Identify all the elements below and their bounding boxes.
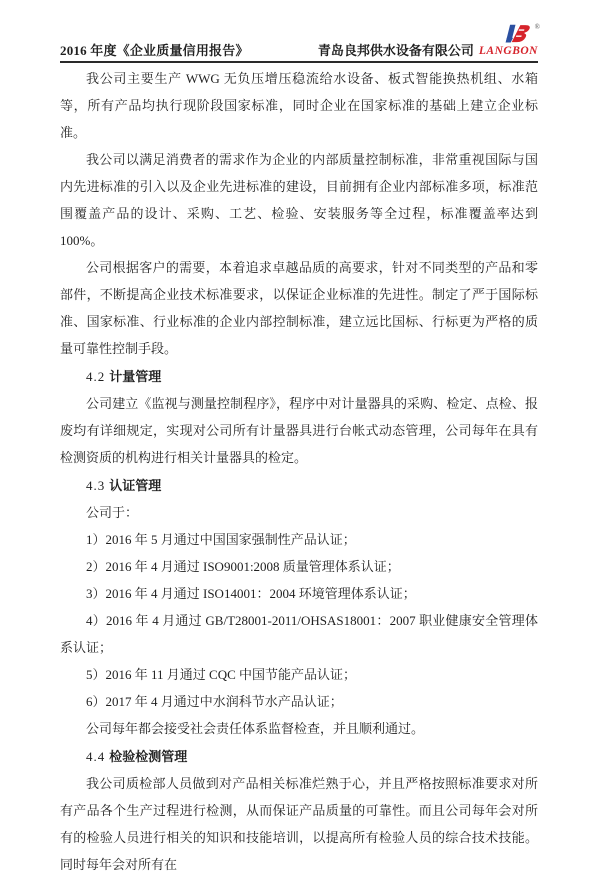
langbon-wordmark: LANGBON xyxy=(478,45,538,57)
page-header xyxy=(60,23,540,63)
report-title: 2016 年度《企业质量信用报告》 xyxy=(60,43,249,58)
intro-paragraph-3: 公司根据客户的需要，本着追求卓越品质的高要求，针对不同类型的产品和零部件，不断提高企业技术标准要求，以保证企业标准的先进性。制定了严于国际标准、国家标准、行业标准的企业内部控制标准，建立远比国标、行标更为严格的质量可靠性控制手段。 xyxy=(60,260,538,356)
certification-item-5: 5）2016 年 11 月通过 CQC 中国节能产品认证； xyxy=(86,667,356,682)
certification-item-4: 4）2016 年 4 月通过 GB/T28001-2011/OHSAS18001：2007 职业健康安全管理体系认证； xyxy=(60,613,538,655)
metrology-paragraph: 公司建立《监视与测量控制程序》，程序中对计量器具的采购、检定、点检、报废均有详细规定，实现对公司所有计量器具进行台帐式动态管理，公司每年在具有检测资质的机构进行相关计量器具的检定。 xyxy=(60,396,538,465)
document-page xyxy=(0,23,600,889)
certification-item-1: 1）2016 年 5 月通过中国国家强制性产品认证； xyxy=(86,532,356,547)
intro-paragraph-2: 我公司以满足消费者的需求作为企业的内部质量控制标准，非常重视国际与国内先进标准的引入以及企业先进标准的建设，目前拥有企业内部标准多项，标准范围覆盖产品的设计、采购、工艺、检验、安装服务等全过程，标准覆盖率达到 100%。 xyxy=(60,152,538,248)
section-number: 4.2 xyxy=(86,369,106,384)
certification-intro: 公司于： xyxy=(86,505,139,520)
company-logo xyxy=(478,23,540,59)
section-number: 4.3 xyxy=(86,478,106,493)
section-heading-certification xyxy=(60,472,538,499)
certification-item-6: 6）2017 年 4 月通过中水润科节水产品认证； xyxy=(86,694,343,709)
langbon-logo-icon xyxy=(496,22,530,46)
certification-outro: 公司每年都会接受社会责任体系监督检查，并且顺利通过。 xyxy=(86,721,425,736)
section-heading-inspection xyxy=(60,743,538,770)
section-title: 检验检测管理 xyxy=(109,749,188,764)
intro-paragraph-1: 我公司主要生产 WWG 无负压增压稳流给水设备、板式智能换热机组、水箱等，所有产品均执行现阶段国家标准，同时企业在国家标准的基础上建立企业标准。 xyxy=(60,71,538,140)
certification-item-2: 2）2016 年 4 月通过 ISO9001:2008 质量管理体系认证； xyxy=(86,559,400,574)
section-heading-metrology xyxy=(60,363,538,390)
certification-item-3: 3）2016 年 4 月通过 ISO14001：2004 环境管理体系认证； xyxy=(86,586,416,601)
inspection-paragraph: 我公司质检部人员做到对产品相关标准烂熟于心，并且严格按照标准要求对所有产品各个生产过程进行检测，从而保证产品质量的可靠性。而且公司每年会对所有的检验人员进行相关的知识和技能培训，以提高所有检验人员的综合技术技能。同时每年会对所有在 xyxy=(60,776,538,872)
section-title: 认证管理 xyxy=(109,478,162,493)
company-name: 青岛良邦供水设备有限公司 xyxy=(317,43,474,58)
section-title: 计量管理 xyxy=(109,369,162,384)
registered-trademark-icon: ® xyxy=(534,23,540,31)
section-number: 4.4 xyxy=(86,749,106,764)
document-body xyxy=(60,65,538,878)
